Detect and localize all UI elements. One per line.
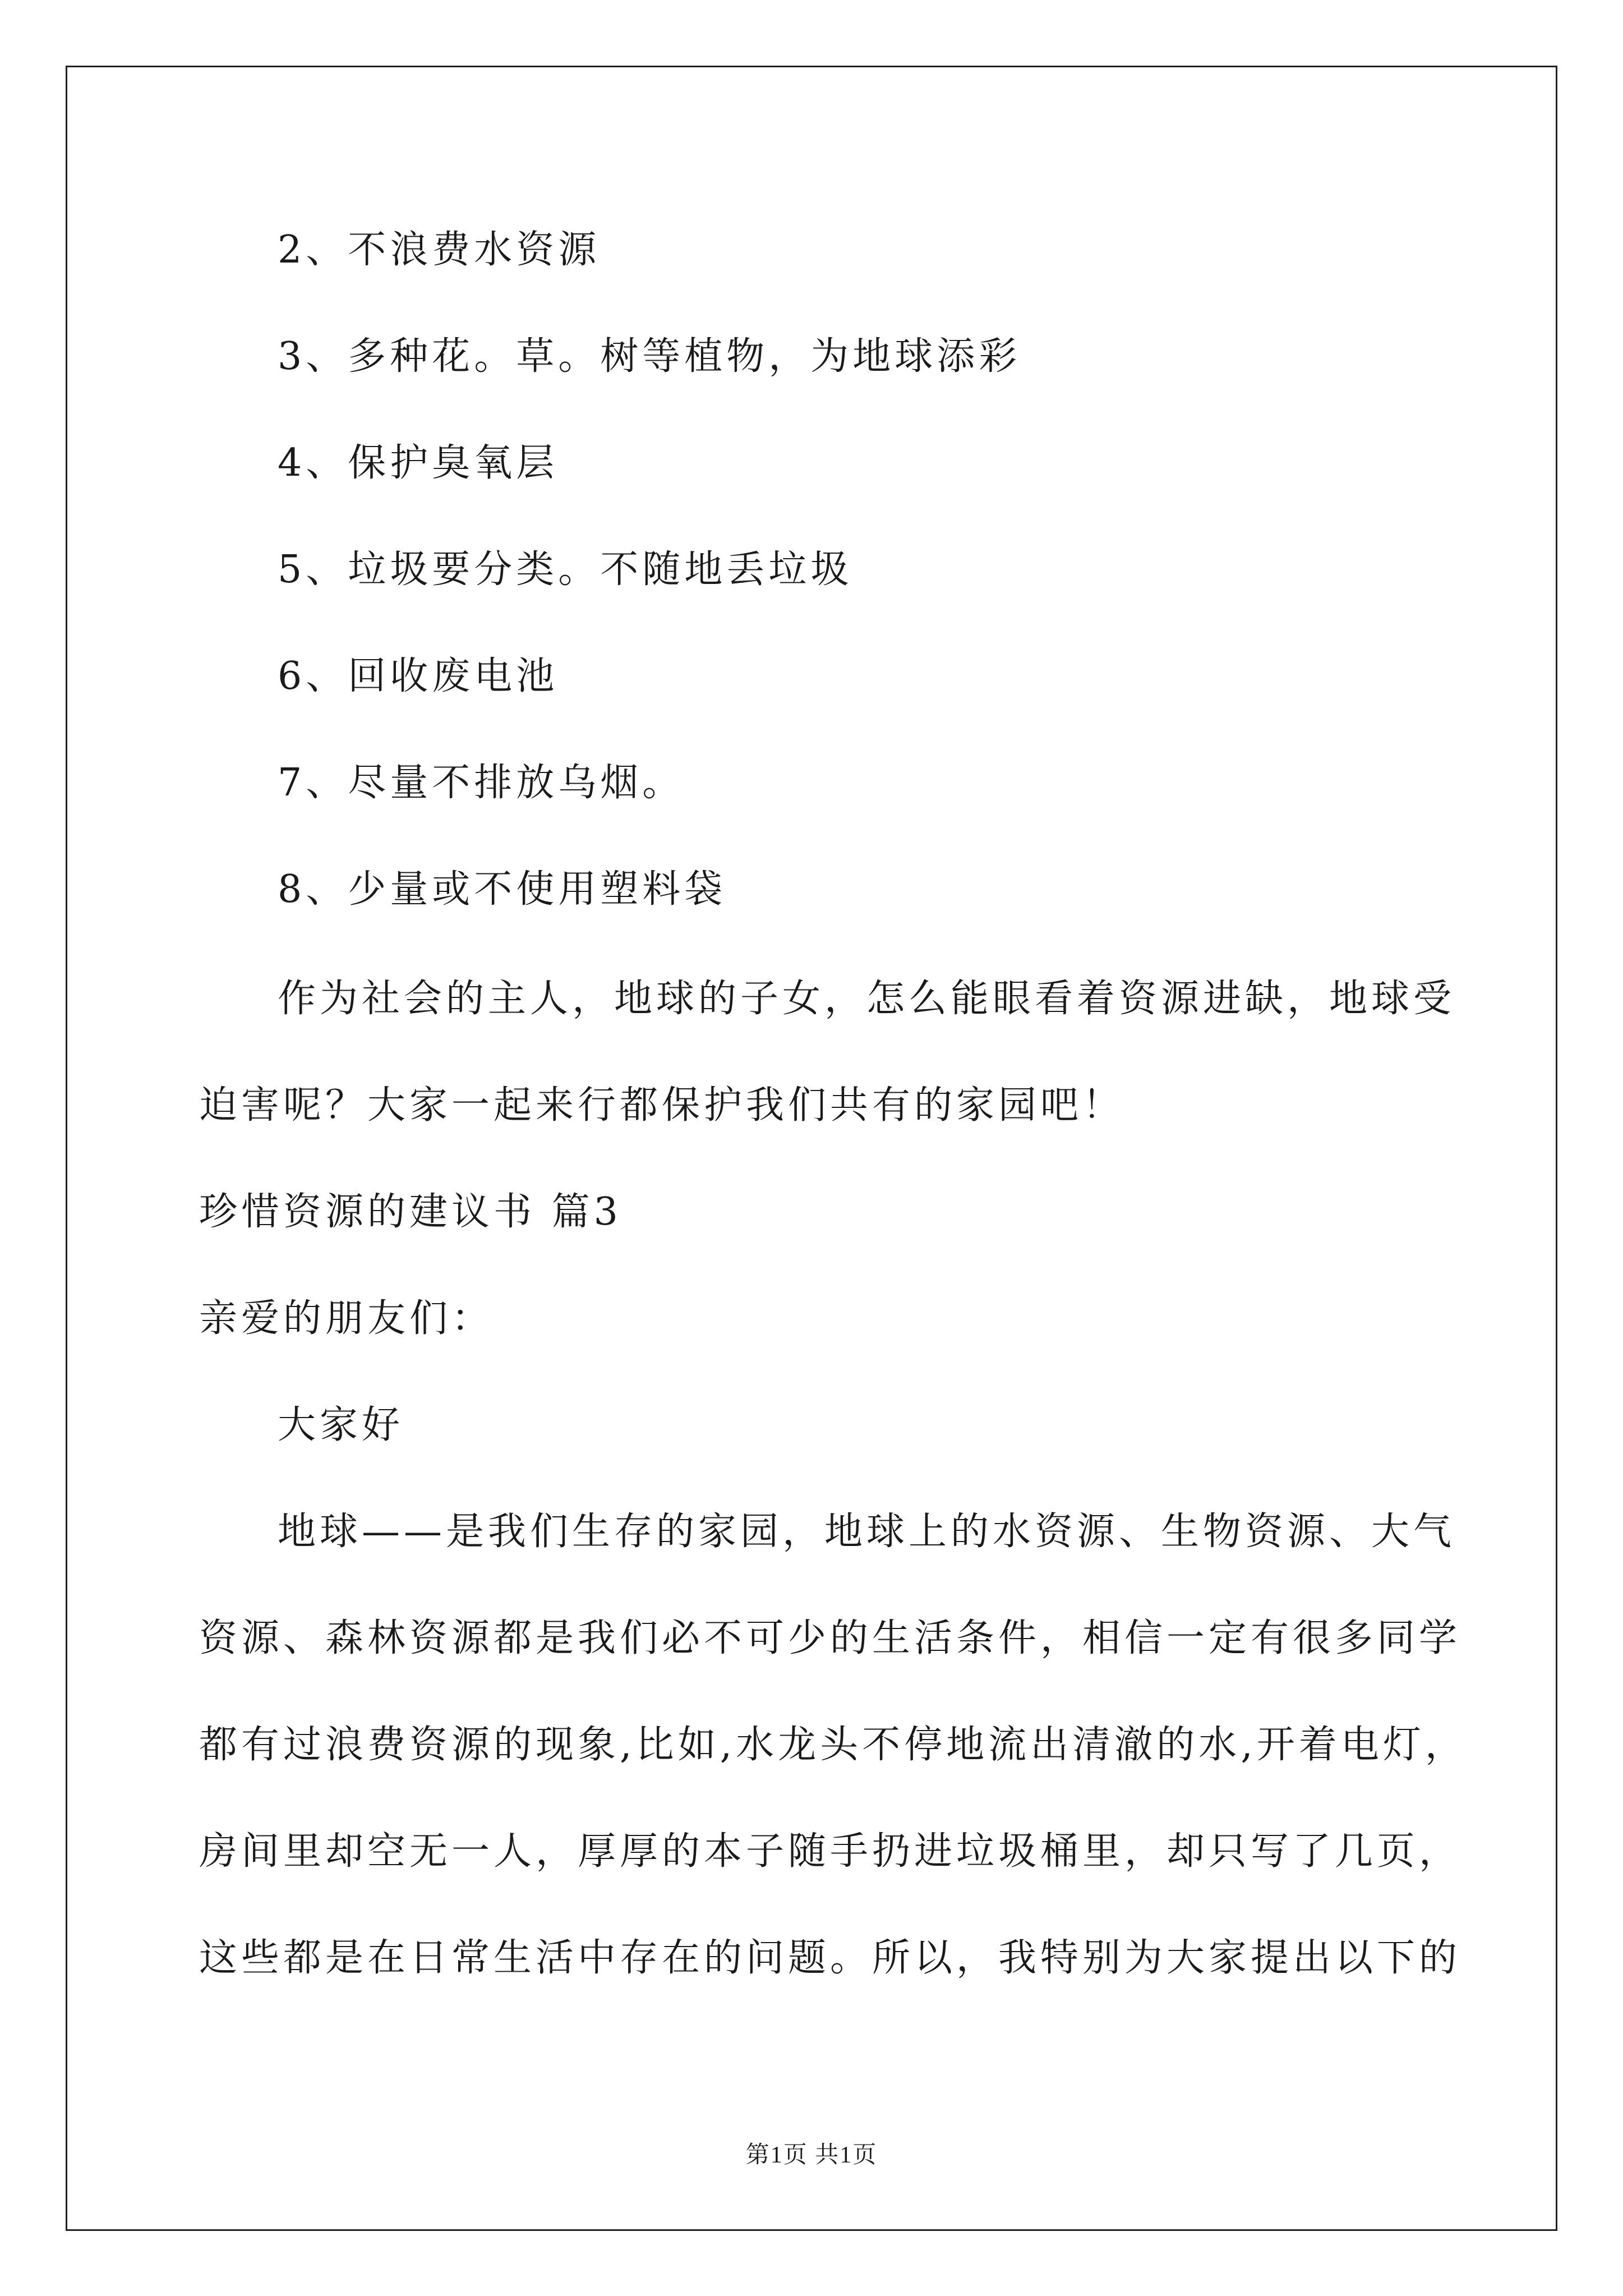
- paragraph-line: 作为社会的主人，地球的子女，怎么能眼看着资源进缺，地球受: [278, 977, 1456, 1021]
- list-item: 7、尽量不排放乌烟。: [278, 761, 685, 805]
- list-item: 5、垃圾要分类。不随地丢垃圾: [278, 547, 853, 592]
- paragraph-line: 这些都是在日常生活中存在的问题。所以，我特别为大家提出以下的: [199, 1936, 1461, 1980]
- section-heading: 珍惜资源的建议书 篇3: [199, 1190, 622, 1234]
- page-border: [66, 66, 1557, 2231]
- list-item: 4、保护臭氧层: [278, 441, 559, 485]
- paragraph-line: 房间里却空无一人，厚厚的本子随手扔进垃圾桶里，却只写了几页，: [199, 1829, 1461, 1874]
- list-item: 2、不浪费水资源: [278, 228, 601, 272]
- list-item: 8、少量或不使用塑料袋: [278, 867, 727, 912]
- paragraph-line: 迫害呢？大家一起来行都保护我们共有的家园吧！: [199, 1083, 1125, 1128]
- paragraph-line: 资源、森林资源都是我们必不可少的生活条件，相信一定有很多同学: [199, 1616, 1461, 1660]
- list-item: 6、回收废电池: [278, 654, 559, 698]
- paragraph-line: 地球——是我们生存的家园，地球上的水资源、生物资源、大气: [278, 1510, 1456, 1554]
- greeting: 大家好: [278, 1403, 404, 1447]
- salutation: 亲爱的朋友们：: [199, 1296, 494, 1341]
- page-footer: 第1页 共1页: [745, 2142, 878, 2168]
- paragraph-line: 都有过浪费资源的现象,比如,水龙头不停地流出清澈的水,开着电灯，: [199, 1723, 1467, 1767]
- list-item: 3、多种花。草。树等植物，为地球添彩: [278, 334, 1021, 379]
